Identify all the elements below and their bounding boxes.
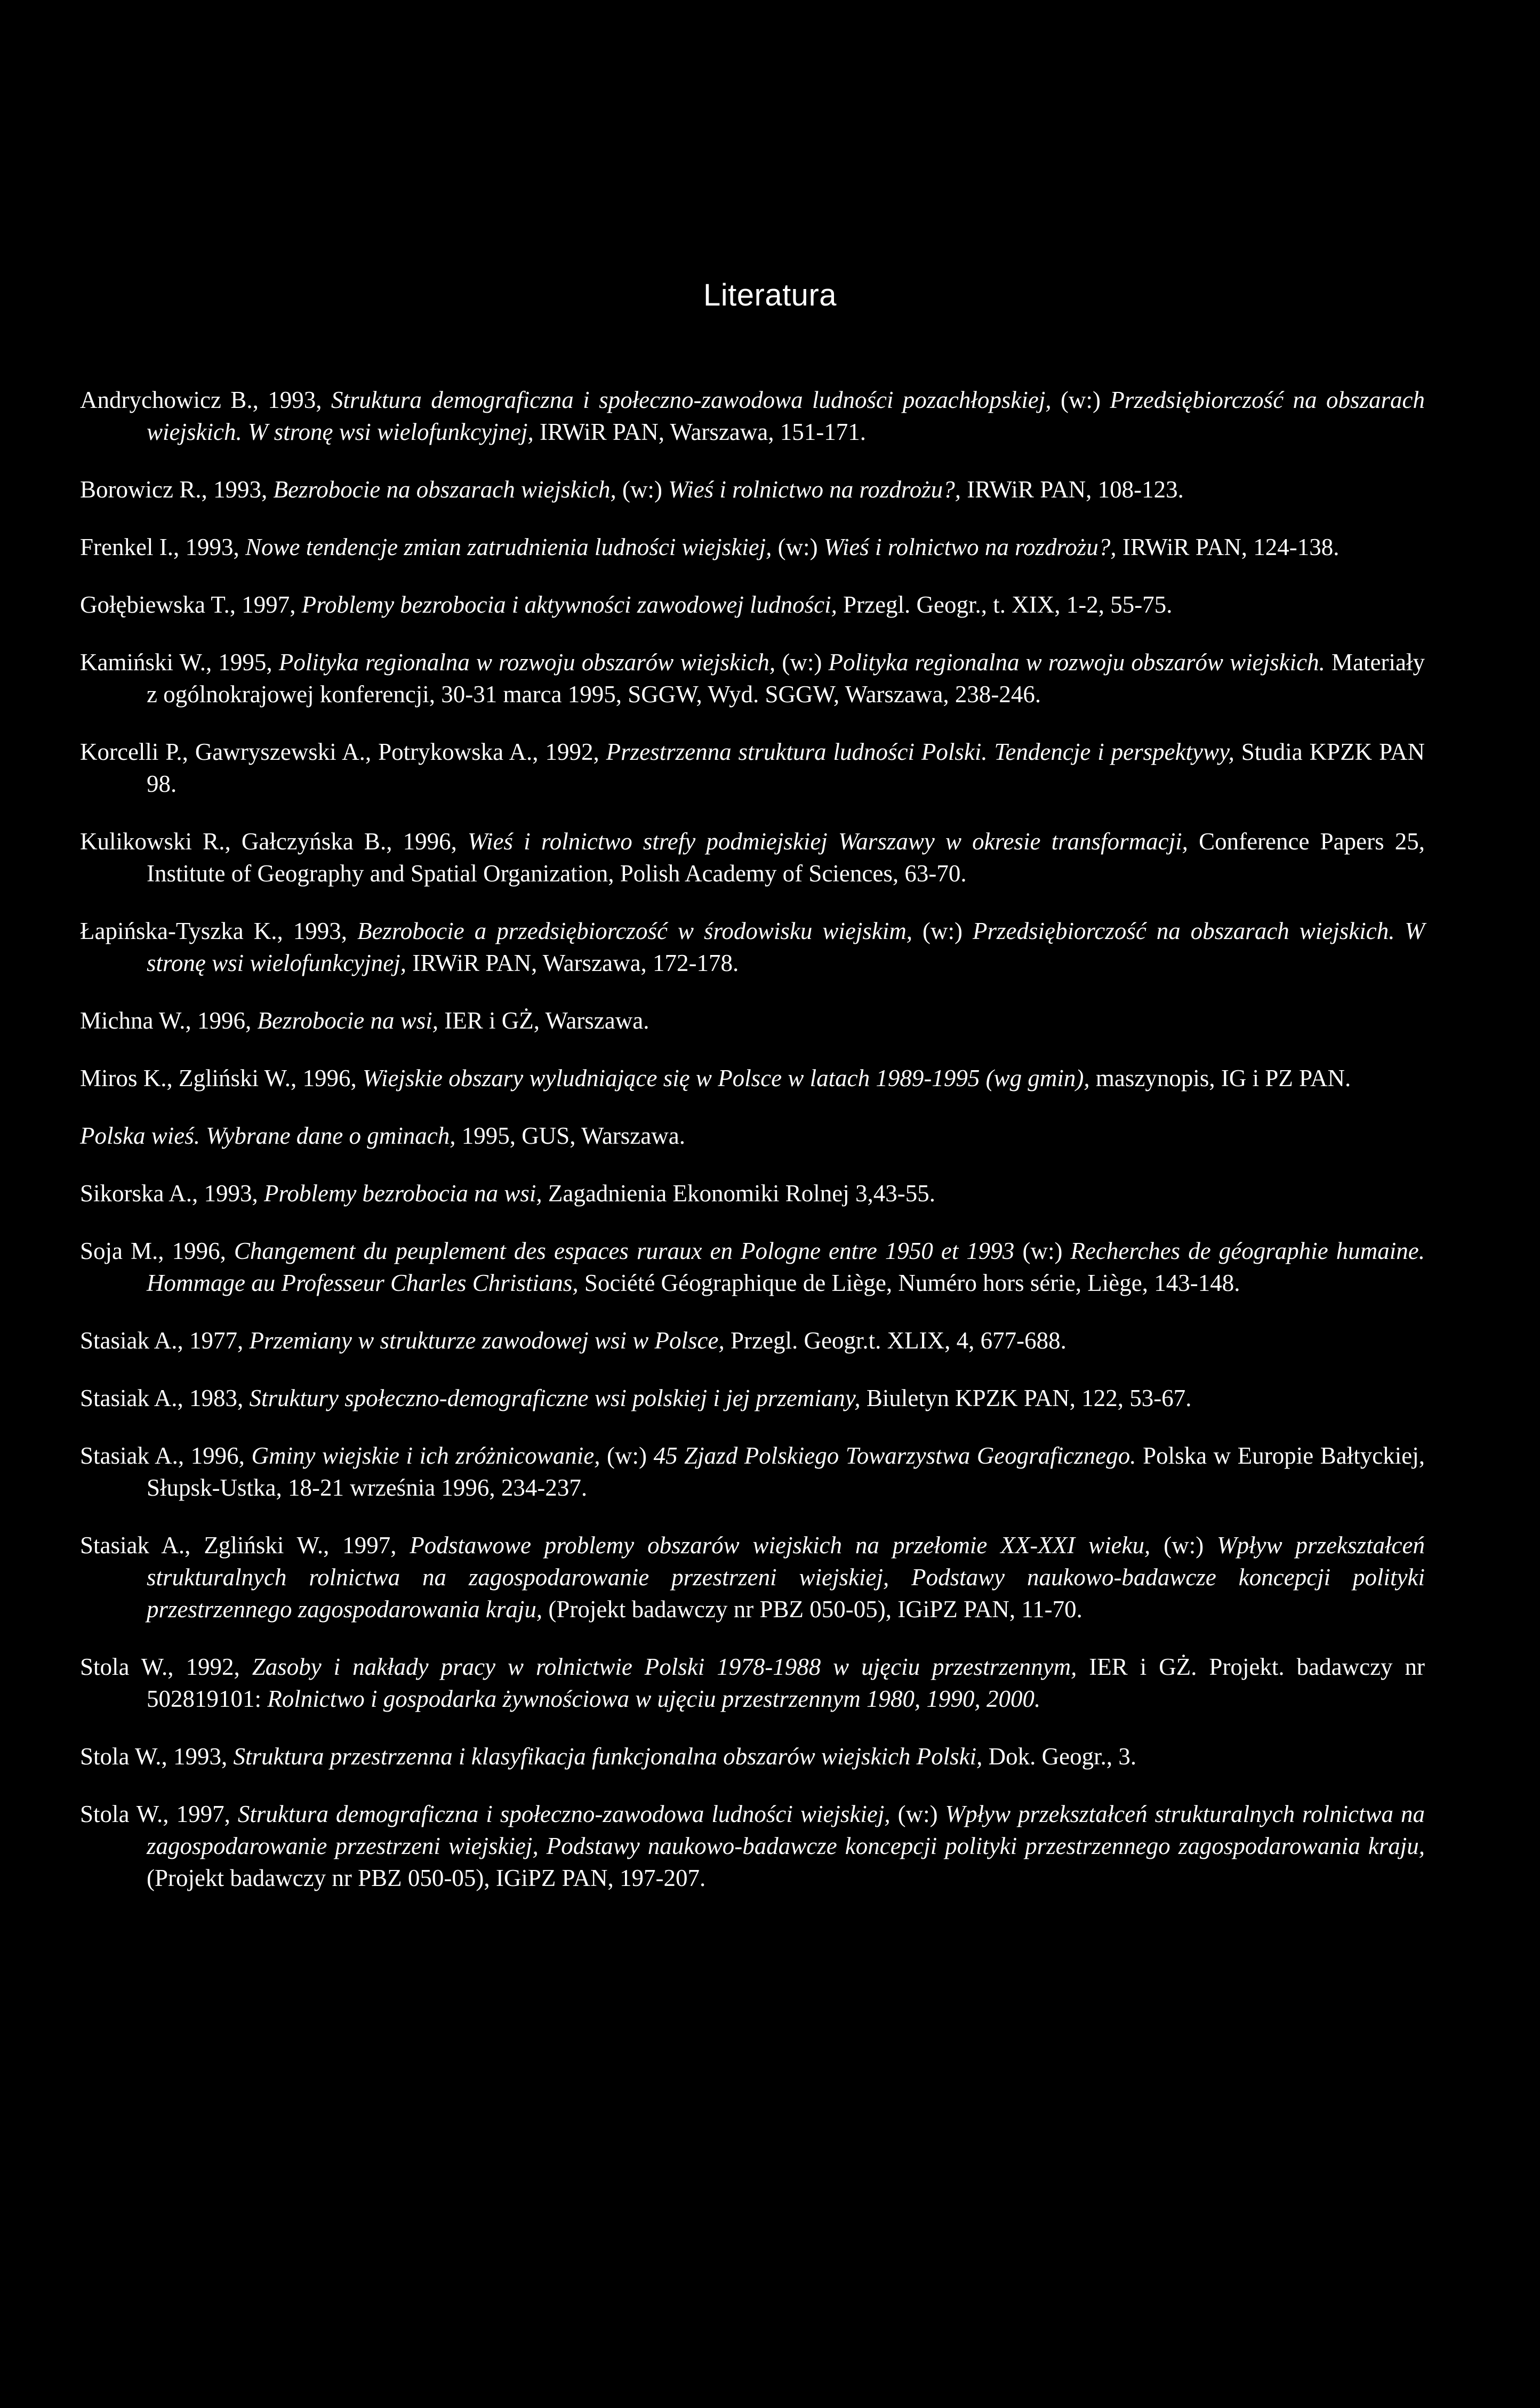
reference-entry	[80, 915, 1425, 979]
reference-text: Borowicz R., 1993,	[80, 476, 274, 503]
reference-entry	[80, 646, 1425, 710]
reference-title: Wieś i rolnictwo na rozdrożu?,	[823, 534, 1117, 560]
reference-text: Przegl. Geogr.t. XLIX, 4, 677-688.	[724, 1327, 1066, 1354]
reference-title: Przedsiębiorczość na obszarach wiejskich. W stronę wsi wielofunkcyjnej,	[147, 918, 1425, 976]
reference-text: Łapińska-Tyszka K., 1993,	[80, 918, 357, 944]
reference-text: Miros K., Zgliński W., 1996,	[80, 1065, 363, 1091]
reference-title: Problemy bezrobocia na wsi,	[264, 1180, 542, 1207]
reference-entry	[80, 825, 1425, 889]
reference-text: (w:)	[890, 1801, 945, 1827]
reference-text: Kulikowski R., Gałczyńska B., 1996,	[80, 828, 468, 855]
reference-entry	[80, 1062, 1425, 1094]
reference-text: Sikorska A., 1993,	[80, 1180, 264, 1207]
reference-entry	[80, 1005, 1425, 1037]
reference-text: Frenkel I., 1993,	[80, 534, 245, 560]
reference-entry	[80, 1325, 1425, 1356]
reference-title: Bezrobocie na wsi,	[257, 1007, 439, 1034]
reference-title: Przedsiębiorczość na obszarach wiejskich. W stronę wsi wielofunkcyjnej,	[147, 387, 1425, 445]
reference-text: Gołębiewska T., 1997,	[80, 591, 302, 618]
reference-title: Struktury społeczno-demograficzne wsi polskiej i jej przemiany,	[249, 1385, 861, 1411]
reference-text: Andrychowicz B., 1993,	[80, 387, 331, 413]
reference-text: Stasiak A., 1996,	[80, 1442, 252, 1469]
reference-text: Przegl. Geogr., t. XIX, 1-2, 55-75.	[837, 591, 1173, 618]
reference-entry	[80, 736, 1425, 800]
reference-entry	[80, 589, 1425, 621]
reference-text: Société Géographique de Liège, Numéro hors série, Liège, 143-148.	[578, 1270, 1240, 1296]
reference-text: (w:)	[1150, 1532, 1217, 1559]
reference-text: Soja M., 1996,	[80, 1238, 234, 1264]
reference-text: (w:)	[616, 476, 669, 503]
reference-text: IRWiR PAN, Warszawa, 172-178.	[406, 950, 739, 976]
reference-title: Wpływ przekształceń strukturalnych rolnictwa na zagospodarowanie przestrzeni wiejskiej, Podstawy naukowo-badawcze koncepcji polityki przestrzennego zagospodarowania kraju,	[147, 1532, 1425, 1623]
reference-title: 45 Zjazd Polskiego Towarzystwa Geograficznego.	[653, 1442, 1136, 1469]
reference-title: Polityka regionalna w rozwoju obszarów wiejskich.	[828, 649, 1325, 676]
reference-text: Stasiak A., 1977,	[80, 1327, 250, 1354]
reference-text: Biuletyn KPZK PAN, 122, 53-67.	[860, 1385, 1192, 1411]
reference-title: Gminy wiejskie i ich zróżnicowanie,	[251, 1442, 600, 1469]
reference-title: Struktura demograficzna i społeczno-zawodowa ludności pozachłopskiej,	[331, 387, 1052, 413]
reference-text: Stasiak A., 1983,	[80, 1385, 250, 1411]
reference-title: Wpływ przekształceń strukturalnych rolnictwa na zagospodarowanie przestrzeni wiejskiej, Podstawy naukowo-badawcze koncepcji polityki przestrzennego zagospodarowania kraju,	[147, 1801, 1425, 1859]
reference-entry	[80, 1120, 1425, 1152]
reference-title: Wieś i rolnictwo strefy podmiejskiej Warszawy w okresie transformacji,	[468, 828, 1188, 855]
reference-title: Recherches de géographie humaine. Hommage au Professeur Charles Christians,	[147, 1238, 1425, 1296]
reference-title: Przemiany w strukturze zawodowej wsi w Polsce,	[249, 1327, 725, 1354]
reference-list	[80, 384, 1425, 1920]
reference-title: Polityka regionalna w rozwoju obszarów wiejskich,	[278, 649, 776, 676]
reference-text: (Projekt badawczy nr PBZ 050-05), IGiPZ PAN, 197-207.	[147, 1865, 706, 1891]
reference-text: Materiały z ogólnokrajowej konferencji, 30-31 marca 1995, SGGW, Wyd. SGGW, Warszawa, 238-246.	[147, 649, 1425, 708]
page-heading: Literatura	[703, 278, 837, 312]
reference-title: Bezrobocie na obszarach wiejskich,	[273, 476, 616, 503]
reference-text: (w:)	[1051, 387, 1110, 413]
reference-text: IER i GŻ, Warszawa.	[438, 1007, 649, 1034]
reference-text: IER i GŻ. Projekt. badawczy nr 502819101:	[147, 1654, 1425, 1712]
reference-entry	[80, 384, 1425, 448]
reference-title: Rolnictwo i gospodarka żywnościowa w ujęciu przestrzennym 1980, 1990, 2000.	[267, 1685, 1041, 1712]
reference-text: Stola W., 1993,	[80, 1743, 234, 1770]
reference-text: Studia KPZK PAN 98.	[147, 739, 1425, 797]
reference-entry	[80, 1798, 1425, 1894]
reference-entry	[80, 1235, 1425, 1299]
reference-text: Polska w Europie Bałtyckiej, Słupsk-Ustka, 18-21 września 1996, 234-237.	[147, 1442, 1425, 1501]
reference-text: 1995, GUS, Warszawa.	[455, 1122, 685, 1149]
reference-entry	[80, 1651, 1425, 1715]
reference-title: Changement du peuplement des espaces ruraux en Pologne entre 1950 et 1993	[234, 1238, 1015, 1264]
reference-entry	[80, 1177, 1425, 1209]
reference-text: (w:)	[912, 918, 973, 944]
reference-title: Podstawowe problemy obszarów wiejskich na przełomie XX-XXI wieku,	[410, 1532, 1151, 1559]
reference-text: (w:)	[1014, 1238, 1071, 1264]
reference-title: Zasoby i nakłady pracy w rolnictwie Polski 1978-1988 w ujęciu przestrzennym,	[252, 1654, 1077, 1680]
reference-title: Wiejskie obszary wyludniające się w Polsce w latach 1989-1995 (wg gmin),	[363, 1065, 1090, 1091]
reference-entry	[80, 1529, 1425, 1625]
reference-title: Polska wieś. Wybrane dane o gminach,	[80, 1122, 456, 1149]
reference-text: Michna W., 1996,	[80, 1007, 258, 1034]
reference-text: Kamiński W., 1995,	[80, 649, 279, 676]
reference-text: (w:)	[772, 534, 824, 560]
reference-text: Conference Papers 25, Institute of Geography and Spatial Organization, Polish Academy of Sciences, 63-70.	[147, 828, 1425, 887]
reference-entry	[80, 531, 1425, 563]
reference-text: (w:)	[775, 649, 829, 676]
reference-text: Stola W., 1992,	[80, 1654, 252, 1680]
reference-entry	[80, 1440, 1425, 1504]
reference-title: Wieś i rolnictwo na rozdrożu?,	[668, 476, 961, 503]
reference-entry	[80, 1382, 1425, 1414]
reference-title: Struktura demograficzna i społeczno-zawodowa ludności wiejskiej,	[237, 1801, 891, 1827]
reference-text: Stola W., 1997,	[80, 1801, 238, 1827]
reference-text: Korcelli P., Gawryszewski A., Potrykowska A., 1992,	[80, 739, 606, 765]
reference-text: maszynopis, IG i PZ PAN.	[1089, 1065, 1351, 1091]
reference-text: IRWiR PAN, 108-123.	[960, 476, 1184, 503]
reference-text: Dok. Geogr., 3.	[982, 1743, 1137, 1770]
reference-text: IRWiR PAN, 124-138.	[1116, 534, 1340, 560]
reference-text: (Projekt badawczy nr PBZ 050-05), IGiPZ PAN, 11-70.	[542, 1596, 1082, 1623]
reference-entry	[80, 1740, 1425, 1772]
reference-text: IRWiR PAN, Warszawa, 151-171.	[533, 419, 866, 445]
reference-text: (w:)	[600, 1442, 654, 1469]
reference-title: Przestrzenna struktura ludności Polski. Tendencje i perspektywy,	[606, 739, 1234, 765]
reference-title: Problemy bezrobocia i aktywności zawodowej ludności,	[301, 591, 837, 618]
reference-title: Struktura przestrzenna i klasyfikacja funkcjonalna obszarów wiejskich Polski,	[233, 1743, 983, 1770]
reference-text: Stasiak A., Zgliński W., 1997,	[80, 1532, 410, 1559]
reference-title: Bezrobocie a przedsiębiorczość w środowisku wiejskim,	[357, 918, 913, 944]
reference-title: Nowe tendencje zmian zatrudnienia ludności wiejskiej,	[245, 534, 772, 560]
reference-entry	[80, 473, 1425, 505]
reference-text: Zagadnienia Ekonomiki Rolnej 3,43-55.	[542, 1180, 935, 1207]
